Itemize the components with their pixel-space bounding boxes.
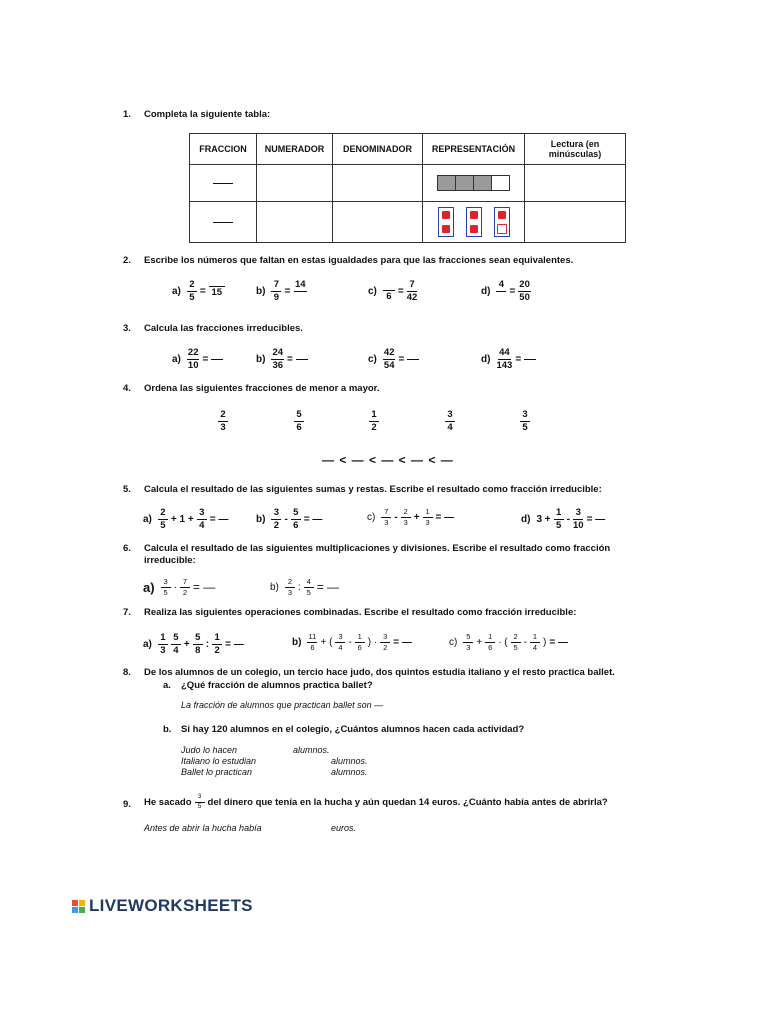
header-lectura: Lectura (en minúsculas) <box>525 134 626 165</box>
q8-row-italiano-unit[interactable]: alumnos. <box>331 756 368 766</box>
q8-a-text: ¿Qué fracción de alumnos practica ballet? <box>181 680 373 691</box>
q3-item-c: c) $\frac{42}{54}$ = <box>368 348 419 370</box>
q8-a-answer[interactable]: La fracción de alumnos que practican ballet son — <box>181 700 384 710</box>
liveworksheets-logo <box>72 896 253 916</box>
q9-number: 9. <box>123 799 131 810</box>
q5-c-answer[interactable]: = — <box>435 511 455 523</box>
q1-number: 1. <box>123 109 131 120</box>
header-numerador: NUMERADOR <box>257 134 333 165</box>
q9-answer-label: Antes de abrir la hucha había <box>144 823 262 833</box>
q7-c-answer[interactable]: = — <box>549 636 568 648</box>
card-3 <box>494 207 510 237</box>
q9-answer-unit[interactable]: euros. <box>331 823 357 833</box>
q2-c-answer[interactable] <box>383 280 395 291</box>
q2-item-c: c) 6 = $\frac{7}{42}$ <box>368 279 418 303</box>
q3-item-b: b) $\frac{24}{36}$ = <box>256 348 308 370</box>
q6-number: 6. <box>123 543 131 554</box>
bar-representation <box>437 175 510 191</box>
q8-a-label: a. <box>163 680 171 691</box>
q6-text-line2: irreducible: <box>144 555 196 566</box>
q5-number: 5. <box>123 484 131 495</box>
q8-row-ballet-unit[interactable]: alumnos. <box>331 767 368 777</box>
card-representation <box>438 207 510 237</box>
q2-d-answer[interactable] <box>496 292 506 302</box>
q2-item-a: a) $\frac{2}{5}$ = 15 <box>172 280 225 302</box>
q8-b-label: b. <box>163 724 172 735</box>
q7-a-answer[interactable]: = — <box>225 638 244 650</box>
q3-c-answer[interactable] <box>407 359 419 360</box>
cell-denominator-1[interactable] <box>333 165 423 202</box>
q8-b-text: Si hay 120 alumnos en el colegio, ¿Cuántos alumnos hacen cada actividad? <box>181 724 525 735</box>
cell-representation-2 <box>423 202 525 243</box>
cell-fraction-1[interactable] <box>190 165 257 202</box>
q6-a-answer[interactable]: = — <box>192 580 216 594</box>
cell-fraction-2[interactable] <box>190 202 257 243</box>
q4-order-line[interactable]: — < — < — < — < — <box>322 453 454 467</box>
logo-text: LIVEWORKSHEETS <box>89 896 253 915</box>
header-representacion: REPRESENTACIÓN <box>423 134 525 165</box>
q5-a-answer[interactable]: = — <box>209 513 229 525</box>
q2-number: 2. <box>123 255 131 266</box>
q5-b-answer[interactable]: = — <box>303 513 323 525</box>
q3-text: Calcula las fracciones irreducibles. <box>144 323 303 334</box>
q8-row-ballet-label: Ballet lo practican <box>181 767 253 777</box>
q3-a-answer[interactable] <box>211 359 223 360</box>
q8-row-judo-label: Judo lo hacen <box>181 745 238 755</box>
card-2 <box>466 207 482 237</box>
q2-item-b: b) $\frac{7}{9}$ = 14 <box>256 279 306 303</box>
q2-item-d: d) 4 = $\frac{20}{50}$ <box>481 279 530 303</box>
cell-numerator-2[interactable] <box>257 202 333 243</box>
q6-item-b: b) $\frac{2}{3}$ : $\frac{4}{5}$ = — <box>270 577 340 597</box>
q6-item-a: a) $\frac{3}{5}$ · $\frac{7}{2}$ = — <box>143 577 216 597</box>
logo-squares-icon <box>72 900 85 913</box>
card-1 <box>438 207 454 237</box>
cell-reading-2[interactable] <box>525 202 626 243</box>
cell-numerator-1[interactable] <box>257 165 333 202</box>
q4-frac-4: $\frac{3}{4}$ <box>445 410 455 432</box>
q4-number: 4. <box>123 383 131 394</box>
header-denominador: DENOMINADOR <box>333 134 423 165</box>
q8-row-italiano-label: Italiano lo estudian <box>181 756 257 766</box>
q4-frac-3: $\frac{1}{2}$ <box>369 410 379 432</box>
q2-b-answer[interactable] <box>293 292 307 302</box>
q5-item-c: c) $\frac{7}{3}$ - $\frac{2}{3}$ + $\frac{1}{3}$ = — <box>367 507 455 527</box>
q7-item-a: a) $\frac{1}{3}$ $\frac{5}{4}$ + $\frac{5}{8}$ : $\frac{1}{2}$ = — <box>143 632 244 656</box>
q7-number: 7. <box>123 607 131 618</box>
q2-text: Escribe los números que faltan en estas igualdades para que las fracciones sean equivalentes. <box>144 255 574 266</box>
q8-number: 8. <box>123 667 131 678</box>
q4-frac-1: $\frac{2}{3}$ <box>218 410 228 432</box>
q6-b-answer[interactable]: = — <box>316 580 340 594</box>
q3-number: 3. <box>123 323 131 334</box>
cell-representation-1 <box>423 165 525 202</box>
q8-text: De los alumnos de un colegio, un tercio hace judo, dos quintos estudia italiano y el resto practica ballet. <box>144 667 615 678</box>
q9-text: He sacado $\frac{3}{5}$ del dinero que tenía en la hucha y aún quedan 14 euros. ¿Cuánto había antes de abrirla? <box>144 793 608 810</box>
cell-reading-1[interactable] <box>525 165 626 202</box>
q5-item-a: a) $\frac{2}{5}$ + 1 + $\frac{3}{4}$ = — <box>143 507 229 531</box>
q3-item-d: d) $\frac{44}{143}$ = <box>481 348 536 370</box>
q5-d-answer[interactable]: = — <box>586 513 606 525</box>
q3-b-answer[interactable] <box>296 359 308 360</box>
header-fraccion: FRACCION <box>190 134 257 165</box>
q3-item-a: a) $\frac{22}{10}$ = <box>172 348 223 370</box>
q4-text: Ordena las siguientes fracciones de menor a mayor. <box>144 383 380 394</box>
cell-denominator-2[interactable] <box>333 202 423 243</box>
q4-frac-5: $\frac{3}{5}$ <box>520 410 530 432</box>
q7-item-c: c) $\frac{5}{3}$ + $\frac{1}{6}$ · ( $\frac{2}{5}$ - $\frac{1}{4}$ ) = — <box>449 632 568 652</box>
q7-b-answer[interactable]: = — <box>393 636 412 648</box>
q5-text: Calcula el resultado de las siguientes sumas y restas. Escribe el resultado como fracción irreducible: <box>144 484 602 495</box>
q7-item-b: b) $\frac{11}{6}$ + ( $\frac{3}{4}$ - $\frac{1}{6}$ ) · $\frac{3}{2}$ = — <box>292 632 412 652</box>
q8-row-judo-unit[interactable]: alumnos. <box>293 745 330 755</box>
q3-d-answer[interactable] <box>524 359 536 360</box>
q1-text: Completa la siguiente tabla: <box>144 109 271 120</box>
q5-item-d: d) 3 + $\frac{1}{5}$ - $\frac{3}{10}$ = — <box>521 507 606 531</box>
q5-item-b: b) $\frac{3}{2}$ - $\frac{5}{6}$ = — <box>256 507 323 531</box>
q7-text: Realiza las siguientes operaciones combinadas. Escribe el resultado como fracción irreducible: <box>144 607 577 618</box>
q6-text: Calcula el resultado de las siguientes multiplicaciones y divisiones. Escribe el resultado como fracción <box>144 543 611 554</box>
q4-frac-2: $\frac{5}{6}$ <box>294 410 304 432</box>
fraction-table <box>189 133 626 243</box>
